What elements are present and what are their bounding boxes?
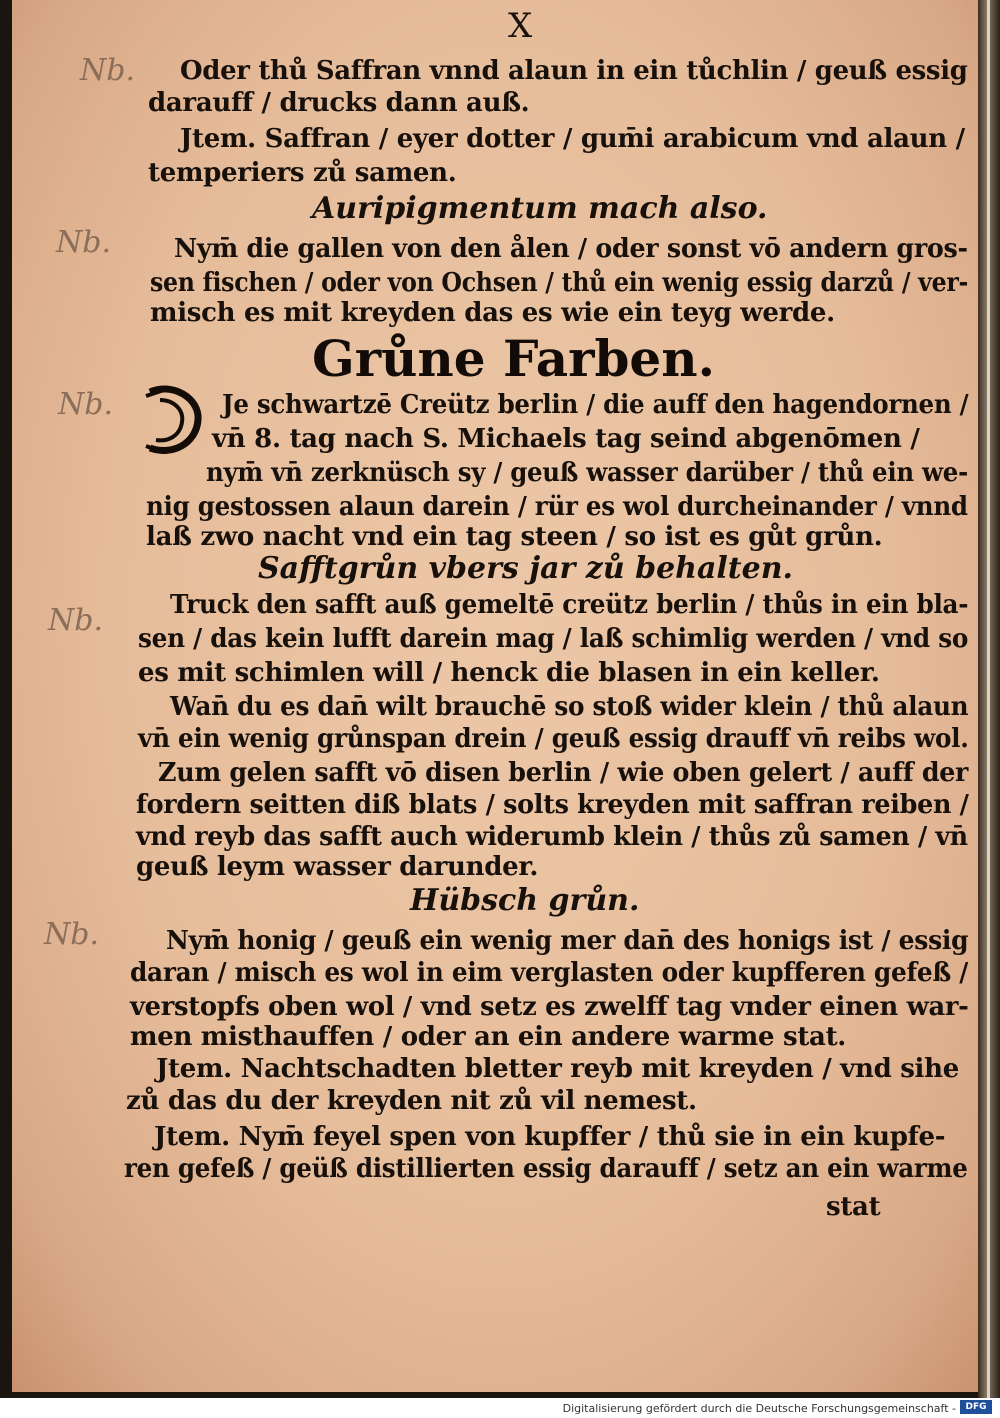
margin-note: Nb. <box>80 53 135 88</box>
margin-note: Nb. <box>44 917 99 952</box>
dfg-logo: DFG <box>960 1400 992 1414</box>
text-line: laß zwo nacht vnd ein tag steen / so ist es gůt grůn. <box>146 522 883 552</box>
section-heading: Safftgrůn vbers jar zů behalten. <box>258 551 794 586</box>
text-line: Truck den safft auß gemeltē creütz berlin / thůs in ein bla- <box>170 590 969 620</box>
text-line: Je schwartzē Creütz berlin / die auff den hagendornen / <box>222 390 969 420</box>
decorated-initial-d-icon <box>142 382 204 456</box>
text-line: ren gefeß / geüß distillierten essig darauff / setz an ein warme <box>124 1154 968 1184</box>
text-line: nig gestossen alaun darein / rür es wol durcheinander / vnnd <box>146 492 968 522</box>
text-line: Nym̄ die gallen von den ålen / oder sonst vō andern gros- <box>174 234 968 264</box>
section-heading: Hübsch grůn. <box>410 883 640 918</box>
section-heading: Auripigmentum mach also. <box>312 191 768 226</box>
text-line: Wan̄ du es dan̄ wilt brauchē so stoß wider klein / thů alaun <box>170 692 969 722</box>
funding-credit: Digitalisierung gefördert durch die Deutsche Forschungsgemeinschaft - <box>562 1402 956 1415</box>
text-line: fordern seitten diß blats / solts kreyden mit saffran reiben / <box>136 790 969 820</box>
text-line: vnd reyb das safft auch widerumb klein / thůs zů samen / vn̄ <box>136 822 968 852</box>
catchword: stat <box>826 1192 881 1222</box>
book-edge <box>978 0 1000 1398</box>
text-line: es mit schimlen will / henck die blasen in ein keller. <box>138 658 880 688</box>
margin-note: Nb. <box>58 387 113 422</box>
folio-signature: X <box>508 6 533 46</box>
digitization-footer <box>0 1398 1000 1418</box>
text-line: vn̄ 8. tag nach S. Michaels tag seind abgenōmen / <box>212 424 920 454</box>
text-line: Nym̄ honig / geuß ein wenig mer dan̄ des honigs ist / essig <box>166 926 969 956</box>
text-line: zů das du der kreyden nit zů vil nemest. <box>126 1086 697 1116</box>
chapter-heading: Grůne Farben. <box>312 329 716 388</box>
text-line: Jtem. Nym̄ feyel spen von kupffer / thů sie in ein kupfe- <box>154 1122 946 1152</box>
text-line: vn̄ ein wenig grůnspan drein / geuß essig drauff vn̄ reibs wol. <box>138 724 969 754</box>
text-line: Zum gelen safft vō disen berlin / wie oben gelert / auff der <box>158 758 969 788</box>
text-line: Jtem. Nachtschadten bletter reyb mit kreyden / vnd sihe <box>156 1054 959 1084</box>
margin-note: Nb. <box>48 603 103 638</box>
margin-note: Nb. <box>56 225 111 260</box>
text-line: sen / das kein lufft darein mag / laß schimlig werden / vnd so <box>138 624 969 654</box>
text-line: darauff / drucks dann auß. <box>148 88 530 118</box>
text-line: verstopfs oben wol / vnd setz es zwelff tag vnder einen war- <box>130 992 969 1022</box>
text-line: Jtem. Saffran / eyer dotter / gum̄i arabicum vnd alaun / <box>180 124 965 154</box>
text-line: nym̄ vn̄ zerknüsch sy / geuß wasser darüber / thů ein we- <box>206 458 968 488</box>
text-line: sen fischen / oder von Ochsen / thů ein wenig essig darzů / ver- <box>150 268 969 298</box>
text-line: Oder thů Saffran vnnd alaun in ein tůchlin / geuß essig <box>180 56 968 86</box>
text-line: temperiers zů samen. <box>148 158 457 188</box>
text-line: daran / misch es wol in eim verglasten oder kupfferen gefeß / <box>130 958 969 988</box>
text-line: misch es mit kreyden das es wie ein teyg werde. <box>150 298 835 328</box>
text-line: geuß leym wasser darunder. <box>136 852 539 882</box>
text-line: men misthauffen / oder an ein andere warme stat. <box>130 1022 847 1052</box>
